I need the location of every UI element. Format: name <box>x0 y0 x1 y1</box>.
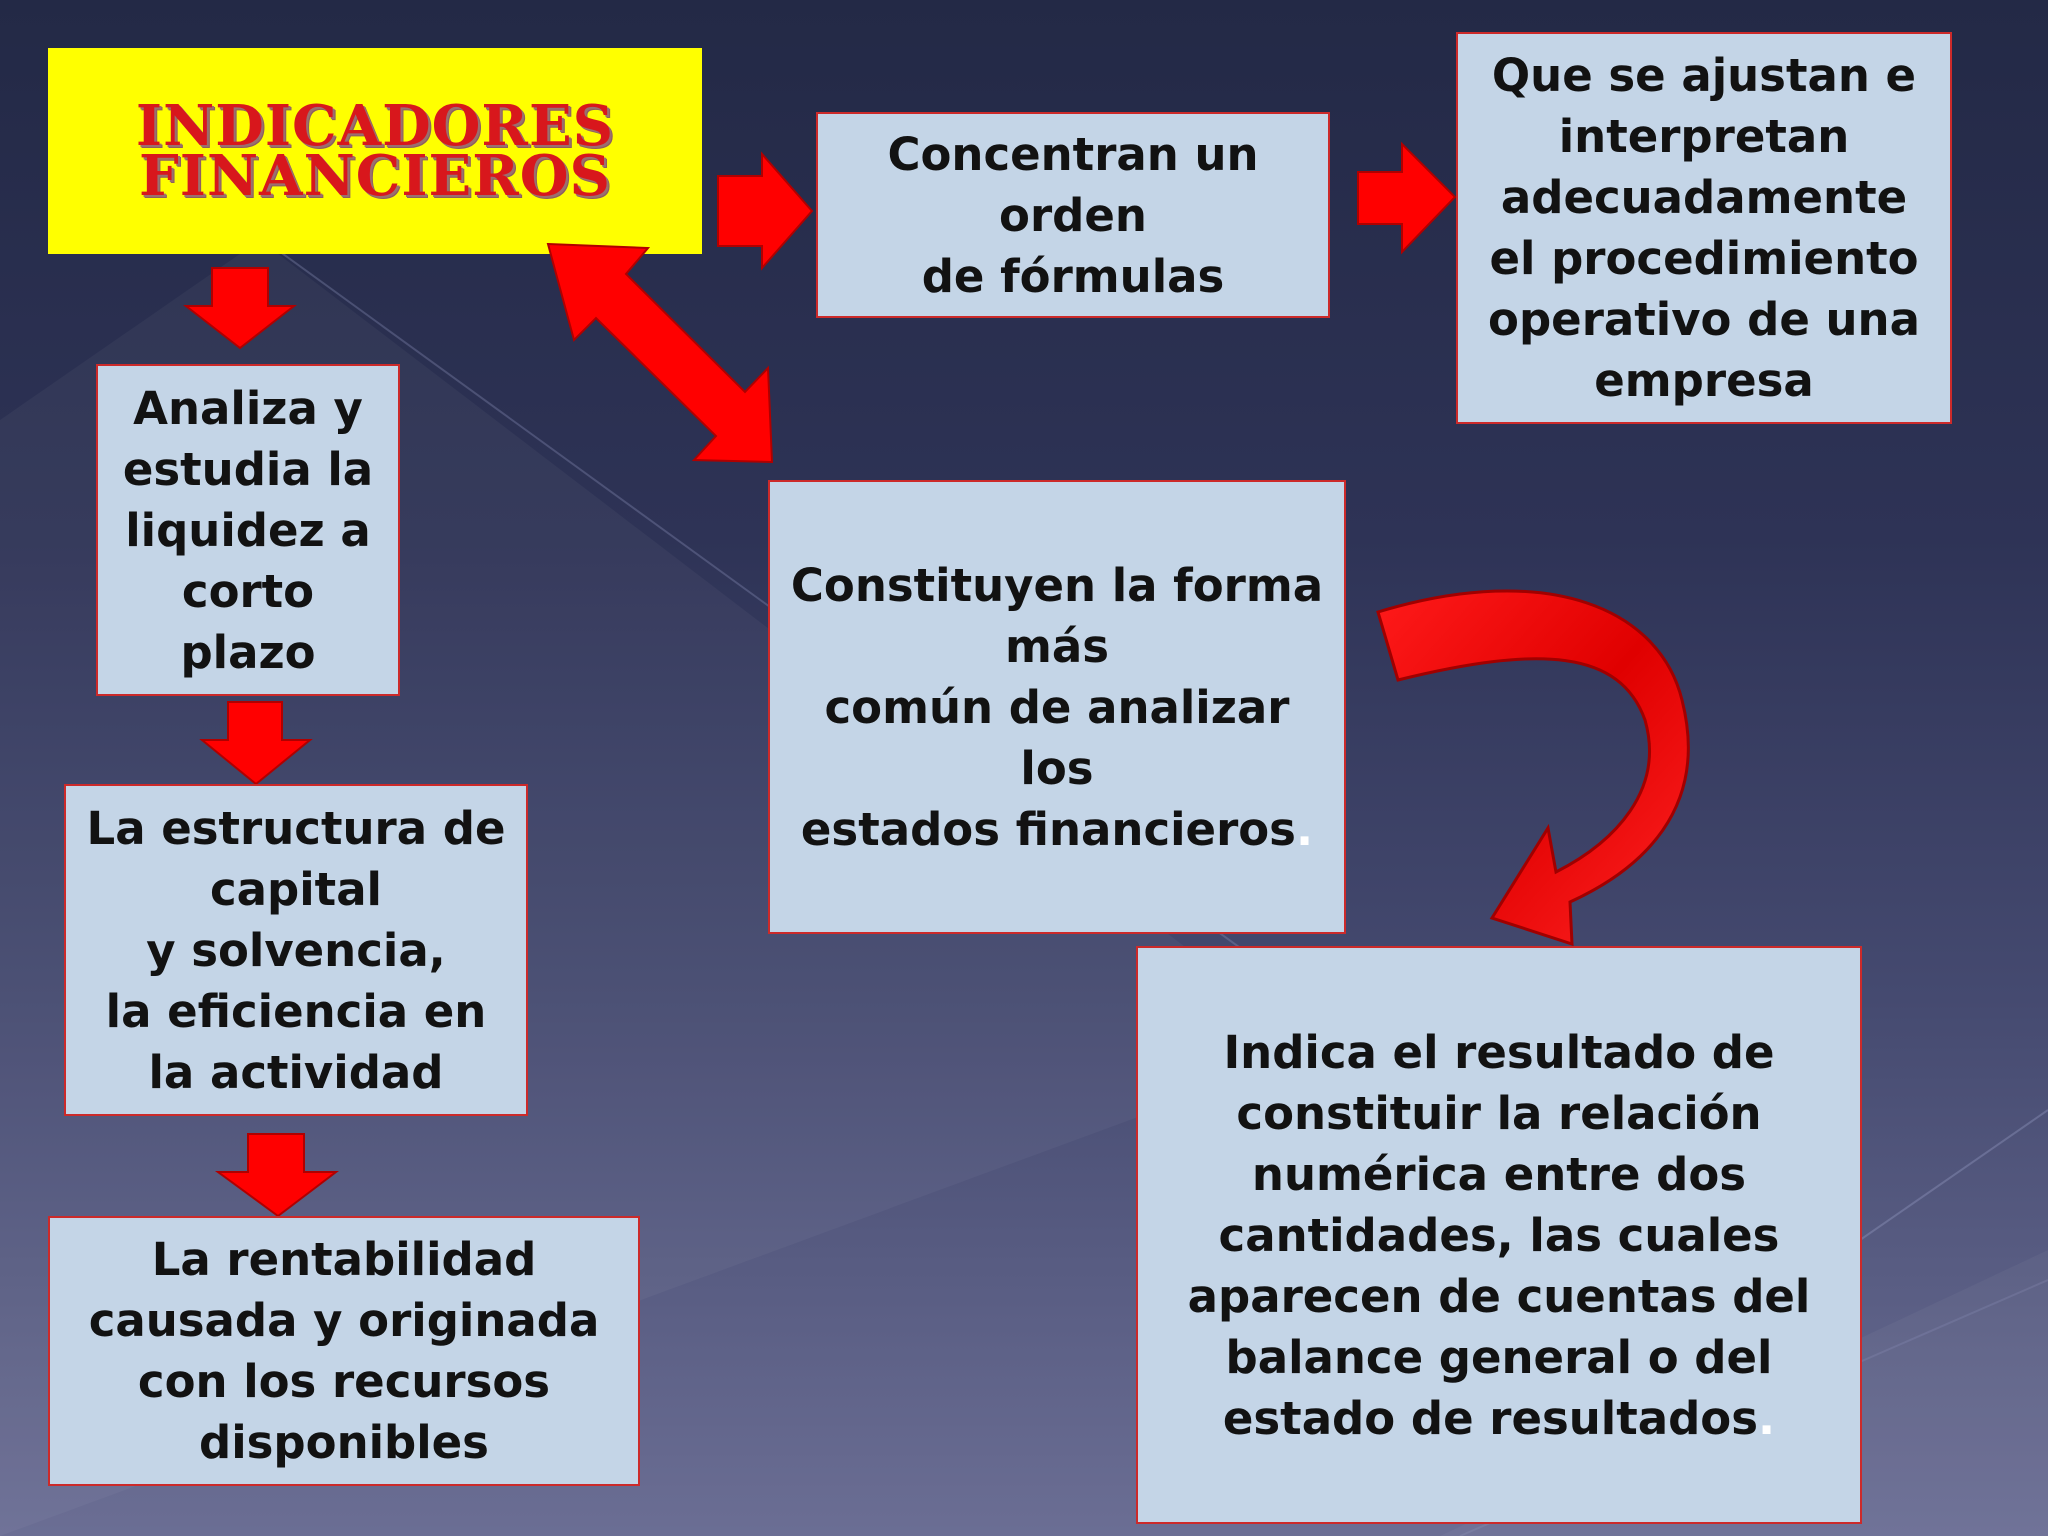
box-ajustan <box>1456 32 1952 424</box>
box-ajustan-text: Que se ajustan e interpretan adecuadamente el procedimiento operativo de una empresa <box>1488 49 1920 407</box>
trailing-dot-2: . <box>1758 1391 1776 1445</box>
trailing-dot-1: . <box>1295 802 1314 856</box>
box-constituyen-text <box>791 555 1323 860</box>
box-indica-text <box>1188 1022 1811 1449</box>
box-rentabilidad-text: La rentabilidad causada y originada con los recursos disponibles <box>88 1233 600 1469</box>
box-estructura-text: La estructura de capital y solvencia, la eficiencia en la actividad <box>86 801 506 1099</box>
box-rentabilidad <box>48 1216 640 1486</box>
title-line-2: FINANCIEROS <box>139 143 611 209</box>
box-analiza-text: Analiza y estudia la liquidez a corto plazo <box>122 381 374 679</box>
box-analiza <box>96 364 400 696</box>
box-constituyen <box>768 480 1346 934</box>
box-indica-body: Indica el resultado de constituir la relación numérica entre dos cantidades, las cuales aparecen de cuentas del balance general o del estado de resultados <box>1187 1025 1811 1445</box>
box-concentran-text: Concentran un orden de fórmulas <box>887 127 1259 303</box>
box-concentran <box>816 112 1330 318</box>
box-estructura <box>64 784 528 1116</box>
title-line-1: INDICADORES <box>135 93 615 159</box>
box-constituyen-body: Constituyen la forma más común de analizar los estados financieros <box>790 558 1324 856</box>
title-box <box>48 48 702 254</box>
box-indica <box>1136 946 1862 1524</box>
